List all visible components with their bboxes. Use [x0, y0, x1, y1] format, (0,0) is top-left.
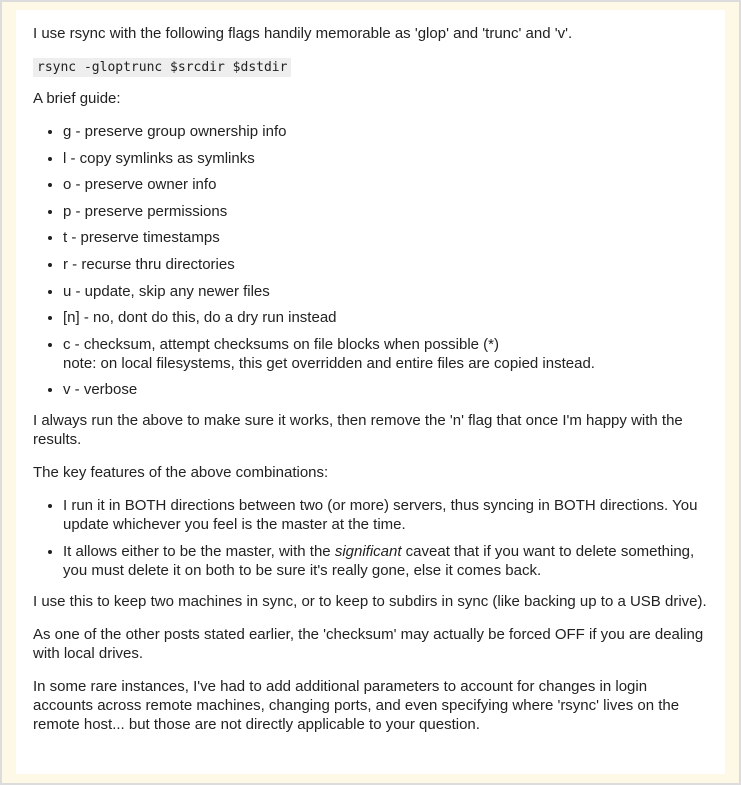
checksum-remark-paragraph: As one of the other posts stated earlier, the 'checksum' may actually be forced OFF if you are dealing with local drives.: [33, 625, 704, 662]
checksum-note: note: on local filesystems, this get overridden and entire files are copied instead.: [63, 354, 595, 372]
rare-instances-paragraph: In some rare instances, I've had to add additional parameters to account for changes in login accounts across remote machines, changing ports, and even specifying where 'rsync' lives on the remote host... but those are not directly applicable to your question.: [33, 677, 680, 733]
guide-heading: A brief guide:: [33, 90, 121, 107]
flag-item-t: • t - preserve timestamps: [63, 228, 708, 247]
flag-item-r: • r - recurse thru directories: [63, 255, 708, 274]
flag-item-p: • p - preserve permissions: [63, 202, 708, 221]
features-heading: The key features of the above combinations:: [33, 464, 329, 482]
feature-item-both-directions: • I run it in BOTH directions between two (or more) servers, thus syncing in BOTH directions. You update whichever you feel is the master at the time.: [63, 496, 708, 534]
always-run-paragraph: I always run the above to make sure it works, then remove the 'n' flag that once I'm happy with the results.: [33, 412, 683, 449]
use-case-paragraph: I use this to keep two machines in sync, or to keep to subdirs in sync (like backing up to a USB drive).: [33, 592, 707, 610]
feature-text-before: It allows either to be the master, with the: [63, 542, 335, 560]
flag-item-v: • v - verbose: [63, 380, 708, 399]
flag-item-c-text: c - checksum, attempt checksums on file blocks when possible (*): [63, 335, 500, 353]
post-frame: [2, 2, 739, 783]
feature-text-after: caveat that if you want to delete something, you must delete it on both to be sure it's really gone, else it comes back.: [63, 542, 695, 579]
intro-paragraph: I use rsync with the following flags handily memorable as 'glop' and 'trunc' and 'v'.: [33, 25, 573, 42]
flag-item-u: • u - update, skip any newer files: [63, 282, 708, 301]
feature-list: [33, 496, 708, 580]
post-body: [16, 10, 725, 774]
emphasis-significant: significant: [334, 542, 402, 560]
flag-list: [33, 122, 708, 399]
flag-item-n: • [n] - no, dont do this, do a dry run instead: [63, 308, 708, 327]
flag-item-c: [63, 335, 708, 373]
flag-item-g: • g - preserve group ownership info: [63, 122, 708, 141]
command-snippet: rsync -gloptrunc $srcdir $dstdir: [33, 58, 291, 77]
flag-item-l: • l - copy symlinks as symlinks: [63, 149, 708, 168]
flag-item-o: • o - preserve owner info: [63, 175, 708, 194]
feature-item-either-master: [63, 542, 708, 580]
